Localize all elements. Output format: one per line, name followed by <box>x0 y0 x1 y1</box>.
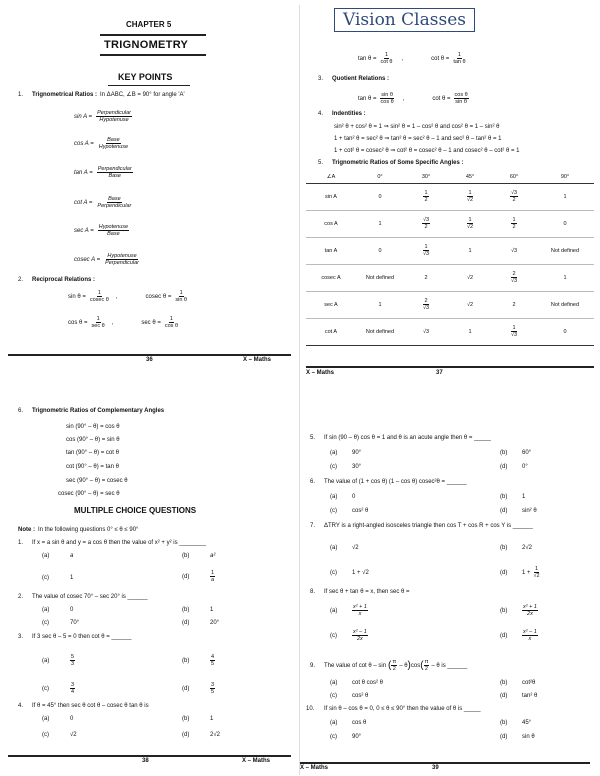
item4-label: Indentities : <box>332 111 366 117</box>
table-cell: √3 <box>492 237 536 264</box>
item4 <box>318 111 366 117</box>
ratio-lhs: cosec A = <box>74 256 101 263</box>
q9-opt-b: (b) cot²θ <box>500 680 536 686</box>
p39-page-number: 39 <box>432 765 439 771</box>
comp-1: sin (90° – θ) = cos θ <box>66 424 120 430</box>
specific-angles-table <box>306 171 594 346</box>
ratio-lhs: tan A = <box>74 169 93 176</box>
ratio-row <box>74 224 129 237</box>
table-cell: 1 <box>356 291 404 318</box>
cell-fraction: $\frac{1}{√3}$ <box>422 244 430 257</box>
table-row <box>306 183 594 210</box>
note <box>18 527 138 533</box>
lhs2: cot θ = <box>432 95 451 102</box>
item6 <box>18 408 164 414</box>
table-cell <box>404 210 448 237</box>
p37-footer-rule <box>306 366 594 368</box>
q8-opt-a: (a) $\frac{\text{x² + 1}}{x}$ <box>330 604 367 617</box>
q6-opt-c: (c) cos² θ <box>330 508 369 514</box>
identity-3: 1 + cot² θ = cosec² θ ⇒ cot² θ = cosec² θ – 1 and cosec² θ – cot² θ = 1 <box>334 148 520 154</box>
q7-text: ΔTRY is a right-angled isosceles triangle then cos T + cos R + cos Y is ______ <box>324 523 533 529</box>
title-rule-top <box>100 34 206 36</box>
q8-opt-d: (d) $\frac{\text{x² – 1}}{x}$ <box>500 629 537 642</box>
ratio-lhs: cos A = <box>74 140 94 147</box>
table-cell <box>404 183 448 210</box>
item3 <box>318 76 389 82</box>
ratio-fraction: $\frac{\text{Base}}{\text{Hypotenuse}}$ <box>98 137 129 150</box>
q2-text: The value of cosec 70° – sec 20° is ______ <box>32 594 148 600</box>
q4-opt-a: (a) 0 <box>42 716 74 722</box>
table-cell: Not defined <box>356 264 404 291</box>
mcq-title: MULTIPLE CHOICE QUESTIONS <box>74 506 197 515</box>
note-text: In the following questions 0° ≤ θ ≤ 90° <box>38 527 139 533</box>
chapter-label: CHAPTER 5 <box>126 20 172 29</box>
q9-text: The value of cot θ – sin <box>324 662 387 669</box>
table-header-row <box>306 171 594 183</box>
q5-opt-b: (b) 60° <box>500 450 532 456</box>
comp-4: cot (90° – θ) = tan θ <box>66 464 119 470</box>
q10-text: If sin θ – cos θ = 0, 0 ≤ θ ≤ 90° then the value of θ is _____ <box>324 706 481 712</box>
comp-6: cosec (90° – θ) = sec θ <box>58 491 120 497</box>
item5 <box>318 160 463 166</box>
q7-opt-c: (c) 1 + √2 <box>330 570 369 576</box>
table-cell <box>448 183 492 210</box>
q10-opt-c: (c) 90° <box>330 734 362 740</box>
p38-footer-rule <box>8 755 291 757</box>
q7-opt-b: (b) 2√2 <box>500 545 532 551</box>
table-cell: 0 <box>356 237 404 264</box>
ratio-lhs: sin A = <box>74 113 93 120</box>
q3-text: If 3 sec θ – 5 = 0 then cot θ = ______ <box>32 634 132 640</box>
ratio-fraction: $\frac{\text{Hypotenuse}}{\text{Perpendicular}}$ <box>105 253 140 266</box>
lhs: tan θ = <box>358 95 377 102</box>
recip-row-1: sin θ = $\frac{1}{\text{cosec θ}}$ , cosec θ = $\frac{1}{\text{sin θ}}$ <box>68 290 187 303</box>
frac: $\frac{\text{sin θ}}{\text{cos θ}}$ <box>380 92 394 105</box>
table-cell: 0 <box>536 318 594 345</box>
cell-fraction: $\frac{√3}{2}$ <box>510 190 518 203</box>
ratio-fraction: $\frac{\text{Perpendicular}}{\text{Hypotenuse}}$ <box>97 110 132 123</box>
q5-opt-a: (a) 90° <box>330 450 362 456</box>
q2: 2. The value of cosec 70° – sec 20° is ______ <box>18 594 148 600</box>
identity-1: sin² θ + cos² θ = 1 ⇒ sin² θ = 1 – cos² θ and cos² θ = 1 – sin² θ <box>334 124 500 130</box>
item5-label: Trignometric Ratios of Some Specific Angles : <box>332 160 464 166</box>
q4: 4. If θ = 45° then sec θ cot θ – cosec θ tan θ is <box>18 703 149 709</box>
frac: $\frac{1}{\text{cot θ}}$ <box>380 52 393 65</box>
table-cell <box>404 237 448 264</box>
key-points-heading: KEY POINTS <box>118 72 173 82</box>
frac2: $\frac{\text{cos θ}}{\text{sin θ}}$ <box>454 92 468 105</box>
q1-opt-a: (a) a <box>42 553 74 559</box>
q6: 6. The value of (1 + cos θ) (1 – cos θ) cosec²θ = ______ <box>310 479 467 485</box>
p39-footer-rule <box>300 762 590 764</box>
table-cell: √2 <box>448 264 492 291</box>
q3-opt-b: (b) $\frac{4}{5}$ <box>182 654 215 667</box>
q6-opt-a: (a) 0 <box>330 494 356 500</box>
q9-opt-d: (d) tan² θ <box>500 693 538 699</box>
q1-opt-c: (c) 1 <box>42 575 74 581</box>
q1-text: If x = a sin θ and y = a cos θ then the value of x² + y² is ________ <box>32 540 206 546</box>
q1-opt-d: (d) $\frac{1}{a}$ <box>182 570 215 583</box>
item3-num: 3. <box>318 76 324 82</box>
item3-label: Quotient Relations : <box>332 76 389 82</box>
ratio-lhs: cot A = <box>74 199 93 206</box>
page-divider <box>299 5 300 775</box>
table-row-label: cos A <box>306 210 356 237</box>
table-cell <box>492 264 536 291</box>
q6-text: The value of (1 + cos θ) (1 – cos θ) cosec²θ = ______ <box>324 479 467 485</box>
item1-text: In ΔABC, ∠B = 90° for angle 'A' <box>100 92 185 98</box>
ratio-row <box>74 253 140 266</box>
table-cell <box>492 318 536 345</box>
ratio-fraction: $\frac{\text{Base}}{\text{Perpendicular}}$ <box>97 196 132 209</box>
table-header-cell: 60° <box>492 171 536 183</box>
q6-opt-d: (d) sin² θ <box>500 508 537 514</box>
ratio-fraction: $\frac{\text{Perpendicular}}{\text{Base}}$ <box>97 166 132 179</box>
p39-footer: X – Maths <box>300 765 329 771</box>
q7-opt-a: (a) √2 <box>330 545 359 551</box>
q2-opt-d: (d) 20° <box>182 620 220 626</box>
item1-num: 1. <box>18 91 24 98</box>
q4-opt-b: (b) 1 <box>182 716 214 722</box>
item2-label: Reciprocal Relations : <box>32 277 96 283</box>
q7: 7. ΔTRY is a right-angled isosceles triangle then cos T + cos R + cos Y is ______ <box>310 523 533 529</box>
q2-opt-b: (b) 1 <box>182 607 214 613</box>
table-cell: 0 <box>356 183 404 210</box>
q3: 3. If 3 sec θ – 5 = 0 then cot θ = ______ <box>18 634 132 640</box>
q9-opt-c: (c) cos² θ <box>330 693 369 699</box>
q1: 1. If x = a sin θ and y = a cos θ then the value of x² + y² is ________ <box>18 540 206 546</box>
table-cell: 1 <box>536 183 594 210</box>
recip-lhs: sin θ = <box>68 293 86 300</box>
q8: 8. If sec θ + tan θ = x, then sec θ = <box>310 589 410 595</box>
table-cell: 1 <box>448 318 492 345</box>
ratio-row <box>74 196 132 209</box>
q7-opt-d: (d) 1 + $\frac{1}{√2}$ <box>500 566 540 579</box>
table-row <box>306 237 594 264</box>
table-cell: √2 <box>448 291 492 318</box>
cell-fraction: $\frac{1}{√2}$ <box>466 190 474 203</box>
q8-opt-b: (b) $\frac{\text{x² + 1}}{2x}$ <box>500 604 537 617</box>
item1-label: Trignometrical Ratios : <box>32 91 98 98</box>
page-title: TRIGNOMETRY <box>104 39 189 51</box>
table-cell: 2 <box>404 264 448 291</box>
recip-frac2: $\frac{1}{\text{sin θ}}$ <box>175 290 187 303</box>
item2 <box>18 277 95 283</box>
ratio-lhs: sec A = <box>74 227 94 234</box>
q3-opt-a: (a) $\frac{5}{3}$ <box>42 654 75 667</box>
table-cell: 1 <box>448 237 492 264</box>
q1-opt-b: (b) a² <box>182 553 216 559</box>
recip-lhs2: sec θ = <box>141 319 161 326</box>
q2-opt-a: (a) 0 <box>42 607 74 613</box>
table-header-cell: 45° <box>448 171 492 183</box>
note-label: Note : <box>18 527 35 533</box>
p38-page-number: 38 <box>142 758 149 764</box>
table-header-cell: ∠A <box>306 171 356 183</box>
q10-opt-b: (b) 45° <box>500 720 532 726</box>
item2-num: 2. <box>18 277 24 283</box>
table-cell: 0 <box>536 210 594 237</box>
table-row-label: sec A <box>306 291 356 318</box>
table-cell: 1 <box>536 264 594 291</box>
p38-footer: X – Maths <box>242 758 271 764</box>
table-cell: Not defined <box>536 291 594 318</box>
recip-frac: $\frac{1}{\text{cosec θ}}$ <box>89 290 109 303</box>
table-header-cell: 30° <box>404 171 448 183</box>
item4-num: 4. <box>318 111 324 117</box>
ratio-fraction: $\frac{\text{Hypotenuse}}{\text{Base}}$ <box>98 224 129 237</box>
q4-opt-c: (c) √2 <box>42 732 77 738</box>
table-row-label: tan A <box>306 237 356 264</box>
comp-5: sec (90° – θ) = cosec θ <box>66 478 128 484</box>
item1 <box>18 91 185 98</box>
quotient-row: tan θ = $\frac{\text{sin θ}}{\text{cos θ}}$ , cot θ = $\frac{\text{cos θ}}{\text{sin θ}}$ <box>358 92 468 105</box>
ratio-row <box>74 137 129 150</box>
table-row-label: cot A <box>306 318 356 345</box>
table-row <box>306 318 594 345</box>
title-rule-bottom <box>100 54 206 56</box>
table-row-label: cosec A <box>306 264 356 291</box>
q10-opt-a: (a) cos θ <box>330 720 367 726</box>
table-row <box>306 264 594 291</box>
cell-fraction: $\frac{1}{√3}$ <box>510 325 518 338</box>
recip-row-2: cos θ = $\frac{1}{\text{sec θ}}$ , sec θ = $\frac{1}{\text{cos θ}}$ <box>68 316 179 329</box>
lhs: tan θ = <box>358 55 377 62</box>
p36-page-number: 36 <box>146 357 153 363</box>
table-cell: 2 <box>492 291 536 318</box>
q10-opt-d: (d) sin θ <box>500 734 535 740</box>
table-row <box>306 291 594 318</box>
p37-footer: X – Maths <box>306 370 335 376</box>
comp-2: cos (90° – θ) = sin θ <box>66 437 120 443</box>
table-row <box>306 210 594 237</box>
cell-fraction: $\frac{1}{2}$ <box>512 217 516 230</box>
item6-num: 6. <box>18 408 24 414</box>
q10: 10. If sin θ – cos θ = 0, 0 ≤ θ ≤ 90° then the value of θ is _____ <box>306 706 481 712</box>
q5-opt-c: (c) 30° <box>330 464 362 470</box>
q5-text: If sin (90 – θ) cos θ = 1 and θ is an acute angle then θ = _____ <box>324 435 491 441</box>
table-cell: 1 <box>356 210 404 237</box>
q8-text: If sec θ + tan θ = x, then sec θ = <box>324 589 410 595</box>
item5-num: 5. <box>318 160 324 166</box>
cell-fraction: $\frac{1}{2}$ <box>424 190 428 203</box>
ratio-row <box>74 166 133 179</box>
recip-frac: $\frac{1}{\text{sec θ}}$ <box>91 316 105 329</box>
table-cell: √3 <box>404 318 448 345</box>
table-cell: Not defined <box>356 318 404 345</box>
recip-lhs: cos θ = <box>68 319 88 326</box>
table-cell <box>404 291 448 318</box>
table-row-label: sin A <box>306 183 356 210</box>
p37-top-row: tan θ = $\frac{1}{\text{cot θ}}$ , cot θ = $\frac{1}{\text{tan θ}}$ <box>358 52 466 65</box>
q8-opt-c: (c) $\frac{\text{x² – 1}}{2x}$ <box>330 629 367 642</box>
q4-opt-d: (d) 2√2 <box>182 732 220 738</box>
q6-opt-b: (b) 1 <box>500 494 526 500</box>
q3-opt-d: (d) $\frac{3}{5}$ <box>182 682 215 695</box>
cell-fraction: $\frac{√3}{2}$ <box>422 217 430 230</box>
key-points-rule <box>108 85 190 86</box>
table-cell <box>492 183 536 210</box>
brand-logo: Vision Classes <box>334 8 475 32</box>
q4-text: If θ = 45° then sec θ cot θ – cosec θ tan θ is <box>32 703 149 709</box>
p36-footer-rule <box>8 354 291 356</box>
q2-opt-c: (c) 70° <box>42 620 80 626</box>
recip-lhs2: cosec θ = <box>145 293 172 300</box>
item6-label: Trignometric Ratios of Complementary Angles <box>32 408 165 414</box>
table-cell <box>492 210 536 237</box>
comp-3: tan (90° – θ) = cot θ <box>66 450 119 456</box>
table-cell <box>448 210 492 237</box>
p37-page-number: 37 <box>436 370 443 376</box>
cell-fraction: $\frac{2}{√3}$ <box>510 271 518 284</box>
table-cell: Not defined <box>536 237 594 264</box>
q5-opt-d: (d) 0° <box>500 464 528 470</box>
q5: 5. If sin (90 – θ) cos θ = 1 and θ is an acute angle then θ = _____ <box>310 435 491 441</box>
recip-frac2: $\frac{1}{\text{cos θ}}$ <box>164 316 179 329</box>
cell-fraction: $\frac{2}{√3}$ <box>422 298 430 311</box>
p36-footer: X – Maths <box>243 357 272 363</box>
table-header-cell: 0° <box>356 171 404 183</box>
q9: 9. The value of cot θ – sin ( $\frac{\pi}{2}$ – θ ) cos ( $\frac{\pi}{2}$ – θ is ______ <box>310 659 468 672</box>
identity-2: 1 + tan² θ = sec² θ ⇒ tan² θ = sec² θ – 1 and sec² θ – tan² θ = 1 <box>334 136 502 142</box>
frac2: $\frac{1}{\text{tan θ}}$ <box>453 52 466 65</box>
q3-opt-c: (c) $\frac{3}{4}$ <box>42 682 75 695</box>
lhs2: cot θ = <box>431 55 450 62</box>
cell-fraction: $\frac{1}{√2}$ <box>466 217 474 230</box>
table-header-cell: 90° <box>536 171 594 183</box>
q9-opt-a: (a) cot θ cos² θ <box>330 680 384 686</box>
ratio-row <box>74 110 132 123</box>
